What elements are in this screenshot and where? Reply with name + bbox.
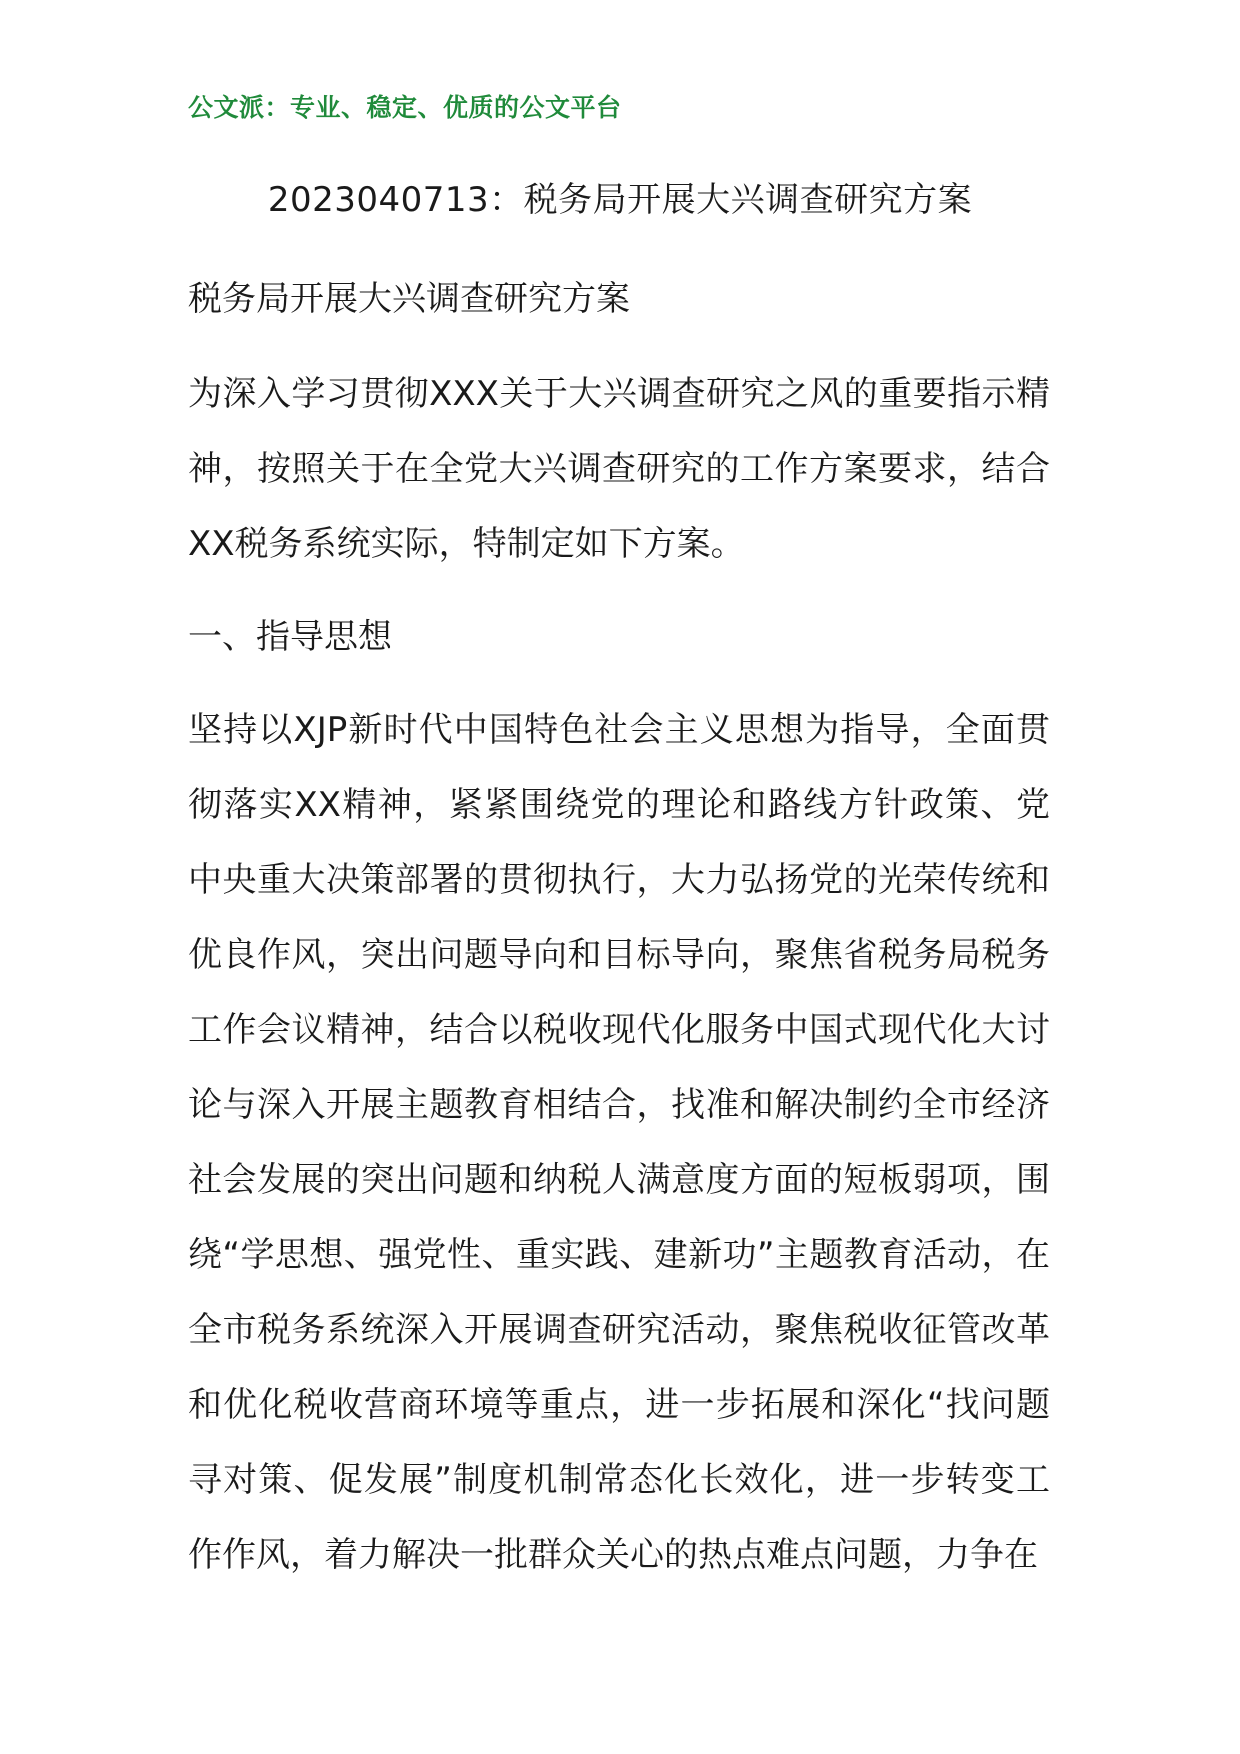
section-paragraph: 坚持以XJP新时代中国特色社会主义思想为指导，全面贯彻落实XX精神，紧紧围绕党的理论和路线方针政策、党中央重大决策部署的贯彻执行，大力弘扬党的光荣传统和优良作风，突出问题导向和目标导向，聚焦省税务局税务工作会议精神，结合以税收现代化服务中国式现代化大讨论与深入开展主题教育相结合，找准和解决制约全市经济社会发展的突出问题和纳税人满意度方面的短板弱项，围绕“学思想、强党性、重实践、建新功”主题教育活动，在全市税务系统深入开展调查研究活动，聚焦税收征管改革和优化税收营商环境等重点，进一步拓展和深化“找问题寻对策、促发展”制度机制常态化长效化，进一步转变工作作风，着力解决一批群众关心的热点难点问题，力争在: [188, 710, 1050, 1575]
intro-paragraph: 为深入学习贯彻XXX关于大兴调查研究之风的重要指示精神，按照关于在全党大兴调查研究的工作方案要求，结合XX税务系统实际，特制定如下方案。: [188, 374, 1050, 564]
document-subtitle: 税务局开展大兴调查研究方案: [188, 279, 630, 319]
brand-header: 公文派：专业、稳定、优质的公文平台: [188, 93, 622, 122]
document-title: 2023040713：税务局开展大兴调查研究方案: [267, 180, 973, 220]
section-heading: 一、指导思想: [188, 617, 392, 657]
document-body: [188, 262, 1050, 1611]
